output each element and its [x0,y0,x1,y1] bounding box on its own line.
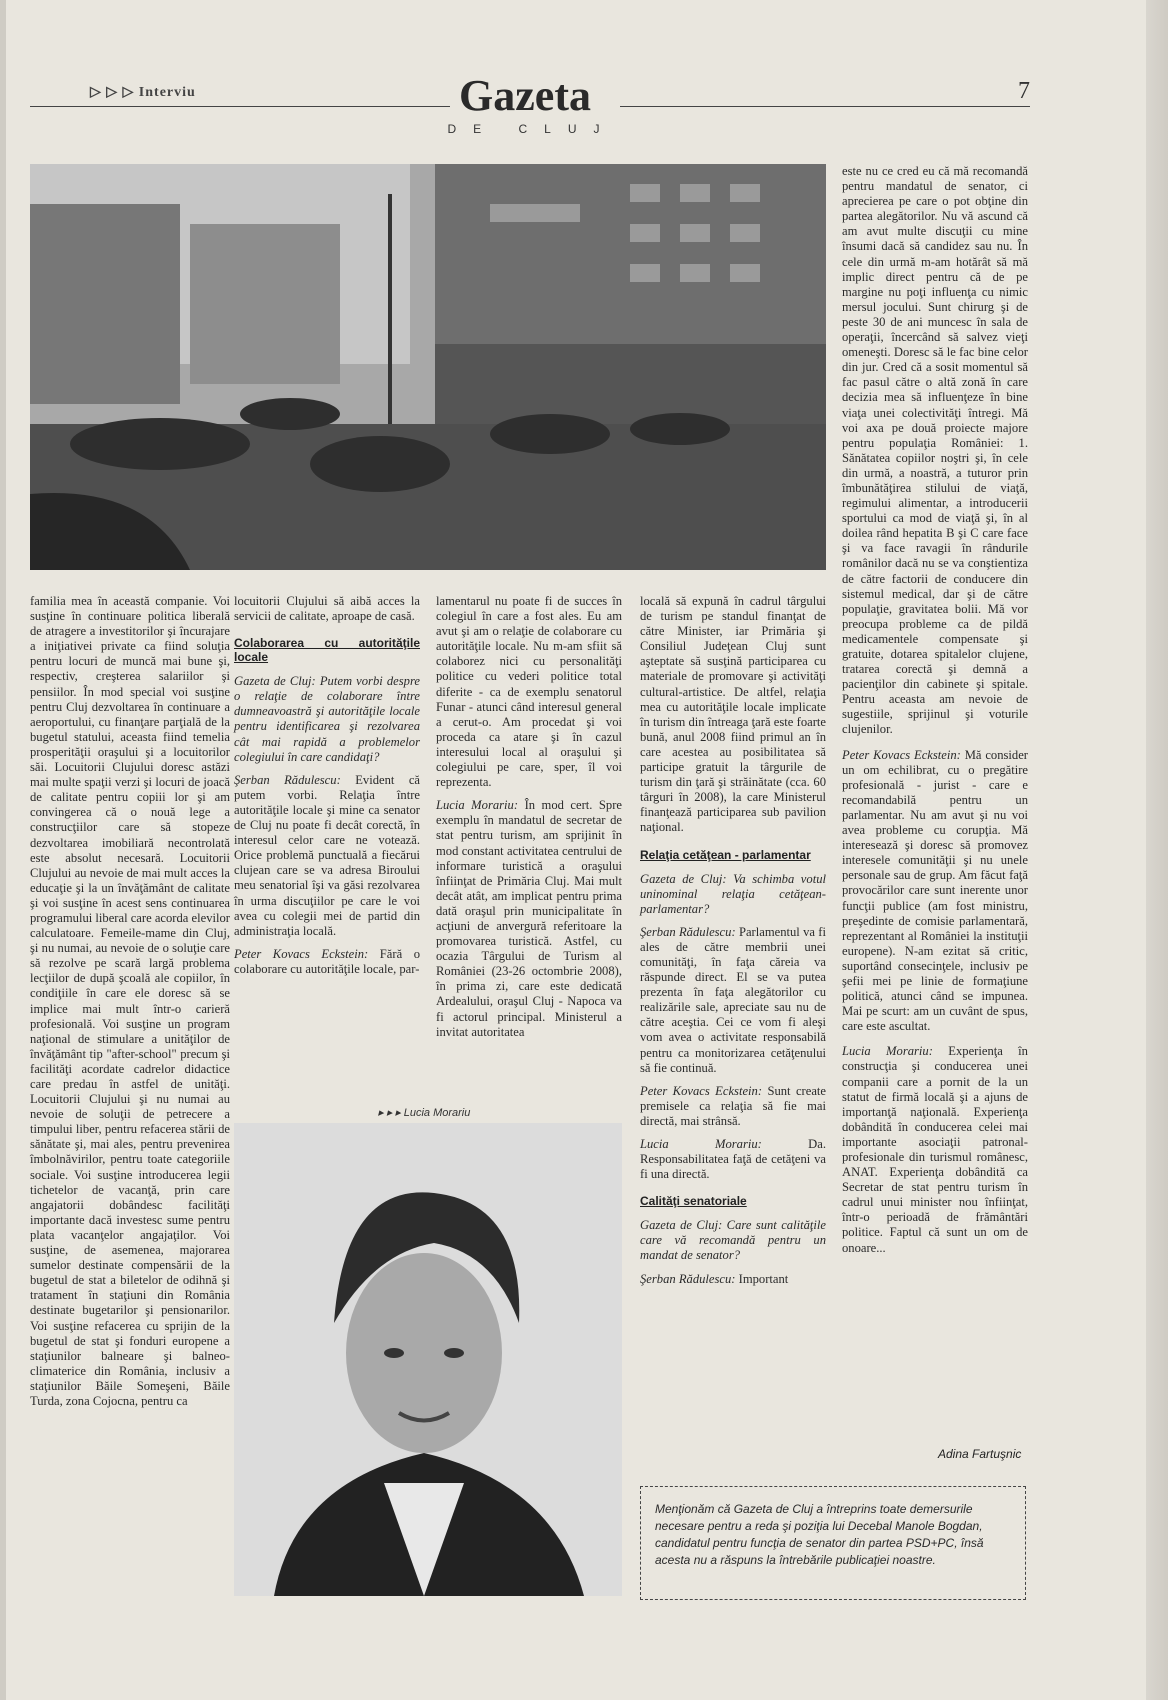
col4-answer-3 [640,1137,826,1182]
speaker-name: Lucia Morariu: [842,1044,933,1059]
speaker-name: Şerban Rădulescu: [640,1271,736,1286]
masthead [430,71,620,136]
col4-question-2: Gazeta de Cluj: Care sunt calităţile care vă recomandă pentru un mandat de senator? [640,1218,826,1263]
heading-relatia: Relaţia cetăţean - parlamentar [640,847,811,862]
header-rule-right [620,78,1030,107]
speaker-name: Şerban Rădulescu: [640,924,736,939]
scan-edge-left [0,0,6,1700]
col5-answer [842,748,1028,1035]
speaker-name: Şerban Rădulescu: [234,772,341,787]
street-photo [30,164,826,570]
col4-answer-2 [640,1084,826,1129]
answer-text: Mă consider un om echilibrat, cu o pregătire profesională - jurist - care e recomandabilă pentru un parlamentar. Nu am avut şi nu voi avea probleme cu corupţia. Mă interesează şi doresc să promovez interesele comunităţii şi nu unele personale sau de grup. Am făcut faţă provocărilor care sunt inerente unor funcţii publice (am fost ministru, preşedinte de comisie parlamentară, reprezentant al României la instituţii europene). N-am ezitat să critic, suportând consecinţele, inclusiv pe şefii mei pe linie de formaţiune politică, atunci când se impunea. Mai pe scurt: am un cuvânt de spus, care este ascultat. [842,747,1029,1034]
street-photo-illustration [30,164,826,570]
answer-text: Parlamentul va fi ales de către membrii unei comunităţi, în faţa căreia va răspunde direct. El se va putea prezenta în faţa alegătorilor cu realizările sale, apreciate sau nu de către aceştia. Cei ce vom fi aleşi vom avea o activitate responsabilă pentru ca monitorizarea cetăţenului să fie continuă. [640,924,826,1075]
masthead-subtitle: DE CLUJ [447,122,617,136]
col4-text: locală să expună în cadrul târgului de turism pe standul finanţat de către Minister, iar Primăria şi Consiliul Judeţean Cluj sunt aşteptate să susţină participarea cu materiale de promovare şi activităţi cultural-artistice. De altfel, relaţia mea cu autorităţile locale implicate în turism din întreaga ţară este foarte bună, anul 2008 fiind primul an în care acestea au posibilitatea să participe gratuit la târgurile de turism din ţară şi străinătate (cca. 60 târguri în 2008), la care Ministerul finanţează participarea sub pavilion naţional. [640,594,826,835]
portrait-caption: ▸ ▸ ▸ Lucia Morariu [378,1107,471,1119]
answer-text: În mod cert. Spre exemplu în mandatul de secretar de stat pentru turism, am sprijinit în mod constant activitatea centrului de informare turistică a oraşului înfiinţat de Primăria Cluj. Mai mult decât atât, am implicat pentru prima dată oraşul prin municipalitate în acţiuni de anvergură referitoare la promovarea turistică. Astfel, cu ocazia Târgului de Turism al României (23-26 octombrie 2008), în prima zi, care este dedicată Ardealului, oraşul Cluj - Napoca va fi actorul principal. Ministerul a invitat autoritatea [436,798,623,1039]
column-5 [842,164,1028,1256]
answer-text: Evident că putem vorbi. Relaţia între autorităţile locale şi mine ca senator de Cluj nu poate fi decât corectă, în interesul celor care ne votează. Orice problemă punctuală a fiecărui clujean care se va adresa Biroului meu senatorial îşi va găsi rezolvarea în urma discuţiilor pe care le voi avea cu colegii mei de partid din administraţia locală. [234,772,421,938]
col4-question: Gazeta de Cluj: Va schimba votul uninominal relaţia cetăţean-parlamentar? [640,871,826,916]
col5-text: este nu ce cred eu că mă recomandă pentru mandatul de senator, ci aprecierea pe care o pot obţine din partea alegătorilor. Nu vă ascund că am avut multe discuţii cu mine însumi dacă să candidez sau nu. În cele din urmă m-am hotărât să mă implic direct pentru că de pe margine nu poţi influenţa cu nimic mersul jocului. Sunt chirurg şi de peste 30 de ani muncesc în sala de operaţii, încercând să salvez vieţi omeneşti. Doresc să le fac bine celor din jur. Cred că a sosit momentul să fac pasul către o altă zonă în care decizia mea să influenţeze în bine viaţa unei colectivităţi întregi. Mă voi axa pe două proiecte majore pentru populaţia României: 1. Sănătatea copiilor noştri şi, în cele din urmă, a noastră, a tuturor prin îmbunătăţirea stilului de viaţă, regimului alimentar, a introducerii sportului ca mod de viaţă şi, în al doilea rând hepatita B şi C care face şi va face ravagii în rândurile românilor dacă nu se va conştientiza de către factorii de conducere din sistemul medical, dar şi de către populaţie, gravitatea bolii. Mă vor preocupa probleme ca de pildă medicamentele compensate şi gratuite, dotarea spitalelor clujene, tratarea corectă şi demnă a pacienţilor din cabinete şi spitale. Pentru aceasta am nevoie de sugestiile, sprijinul şi voturile clujenilor. [842,164,1028,737]
col1-text: familia mea în această companie. Voi susţine în continuare politica liberală de atragere a investitorilor şi încurajare a iniţiativei private ca fiind soluţia pentru locuri de muncă mai bune şi, respectiv, creşterea salariilor şi pensiilor. În mod special voi susţine pentru Cluj dezvoltarea în continuare a aeroportului, cu finanţare parţială de la bugetul statului, aceasta fiind temelia prosperităţii oraşului şi a locuitorilor săi. Locuitorii Clujului doresc astăzi mai multe spaţii verzi şi locuri de joacă de calitate pentru copiii lor şi am convingerea că o nouă lege a construcţiilor care să stopeze dezvoltarea imobiliară necontrolată este absolut necesară. Locuitorii Clujului au nevoie de mai mult acces la educaţie şi la un învăţământ de calitate şi voi susţine în acest sens continuarea programului liberal care acorda elevilor calculatoare. Femeile-mame din Cluj, şi nu numai, au nevoie de o soluţie care să rezolve pe scară largă problema lecţiilor de după şcoală ale copiilor, în condiţiile în care ele doresc să se implice mai mult într-o carieră profesională. Voi susţine un program naţional de stimulare a unităţilor de învăţământ tip "after-school" precum şi facilităţi acordate cadrelor didactice care predau în astfel de unităţi. Locuitorii Clujului şi nu numai au nevoie de soluţii de petrecere a timpului liber, pentru refacerea stării de sănătate şi, mai ales, pentru prevenirea îmbolnăvirilor, pentru toate categoriile sociale. Voi susţine introducerea legii tichetelor de vacanţă, prin care angajatorii dobândesc facilităţi importante dacă investesc sume pentru plata vacanţelor angajaţilor. Voi susţine, de asemenea, majorarea sumelor destinate compensării de la bugetul de stat a biletelor de odihnă şi tratament în staţiuni din România destinate bugetarilor şi pensionarilor. Voi susţine refacerea cu sprijin de la bugetul de stat şi fonduri europene a staţiunilor balneare şi balneo-climaterice din România, inclusiv a staţiunilor Băile Someşeni, Băile Turda, zona Cojocna, pentru ca [30,594,230,1408]
masthead-title: Gazeta [459,71,591,120]
col2-answer-2 [234,947,420,977]
col3-text: lamentarul nu poate fi de succes în colegiul în care a fost ales. Eu am avut şi am o relaţie de colaborare cu autorităţile locale. Nu m-am sfiit să colaborez nici cu personalităţi politice cu vederi politice total diferite - ca de exemplu senatorul Funar - atunci când interesul general a cerut-o. Am procedat şi voi proceda ca atare şi în cazul interesului local al oraşului şi colegiului pe care, sper, îl voi reprezenta. [436,594,622,790]
speaker-name: Lucia Morariu: [640,1137,762,1151]
column-2 [234,594,420,977]
speaker-name: Peter Kovacs Eckstein: [234,946,369,961]
col2-answer [234,773,420,939]
scan-edge-right [1146,0,1168,1700]
page-number: 7 [1018,78,1030,104]
col2-intro: locuitorii Clujului să aibă acces la servicii de calitate, aproape de casă. [234,594,420,624]
notice-text: Menţionăm că Gazeta de Cluj a întreprins toate demersurile necesare pentru a reda şi poziţia lui Decebal Manole Bogdan, candidatul pentru funcţia de senator din partea PSD+PC, însă acesta nu a răspuns la întrebările publicaţiei noastre. [655,1502,984,1567]
author-byline: Adina Fartuşnic [938,1447,1022,1461]
col5-answer-2 [842,1044,1028,1255]
heading-calitati: Calităţi senatoriale [640,1194,747,1209]
col4-answer [640,925,826,1076]
answer-text: Experienţa în construcţia şi conducerea unei companii care a pornit de la un statut de firmă locală şi a ajuns de importanţă naţională. Experienţa dobândită în conducerea celei mai importante asociaţii patronal-profesionale din turismul românesc, ANAT. Experienţa dobândită ca Secretar de stat pentru turism în cadrul unui minister nou înfiinţat, într-o perioadă de frământări politice. Faptul că sunt un om de onoare... [842,1044,1028,1255]
column-3 [436,594,622,1040]
answer-text: Fără o colaborare cu autorităţile locale, par- [234,946,420,976]
speaker-name: Lucia Morariu: [436,798,519,813]
answer-text: Da. Responsabilitatea faţă de cetăţeni va fi una directă. [640,1137,826,1182]
notice-box [640,1486,1026,1600]
heading-colaborarea: Colaborarea cu autorităţile locale [234,636,420,665]
speaker-name: Peter Kovacs Eckstein: [640,1083,763,1098]
speaker-name: Peter Kovacs Eckstein: [842,747,961,762]
column-1 [30,594,230,1409]
section-label: ▷ ▷ ▷ Interviu [90,85,196,100]
answer-text: Sunt create premisele ca relaţia să fie mai directă, mai strânsă. [640,1083,827,1128]
portrait-illustration [234,1123,622,1596]
answer-text: Important [738,1271,789,1286]
col2-question: Gazeta de Cluj: Putem vorbi despre o relaţie de colaborare între dumneavoastră şi autorităţile locale pentru identificarea şi rezolvarea cât mai rapidă a problemelor colegiului în care candidaţi? [234,674,420,764]
col3-answer [436,798,622,1040]
column-4 [640,594,826,1287]
col4-answer-4 [640,1272,826,1287]
portrait-photo [234,1123,622,1596]
header-rule-left [30,84,450,107]
